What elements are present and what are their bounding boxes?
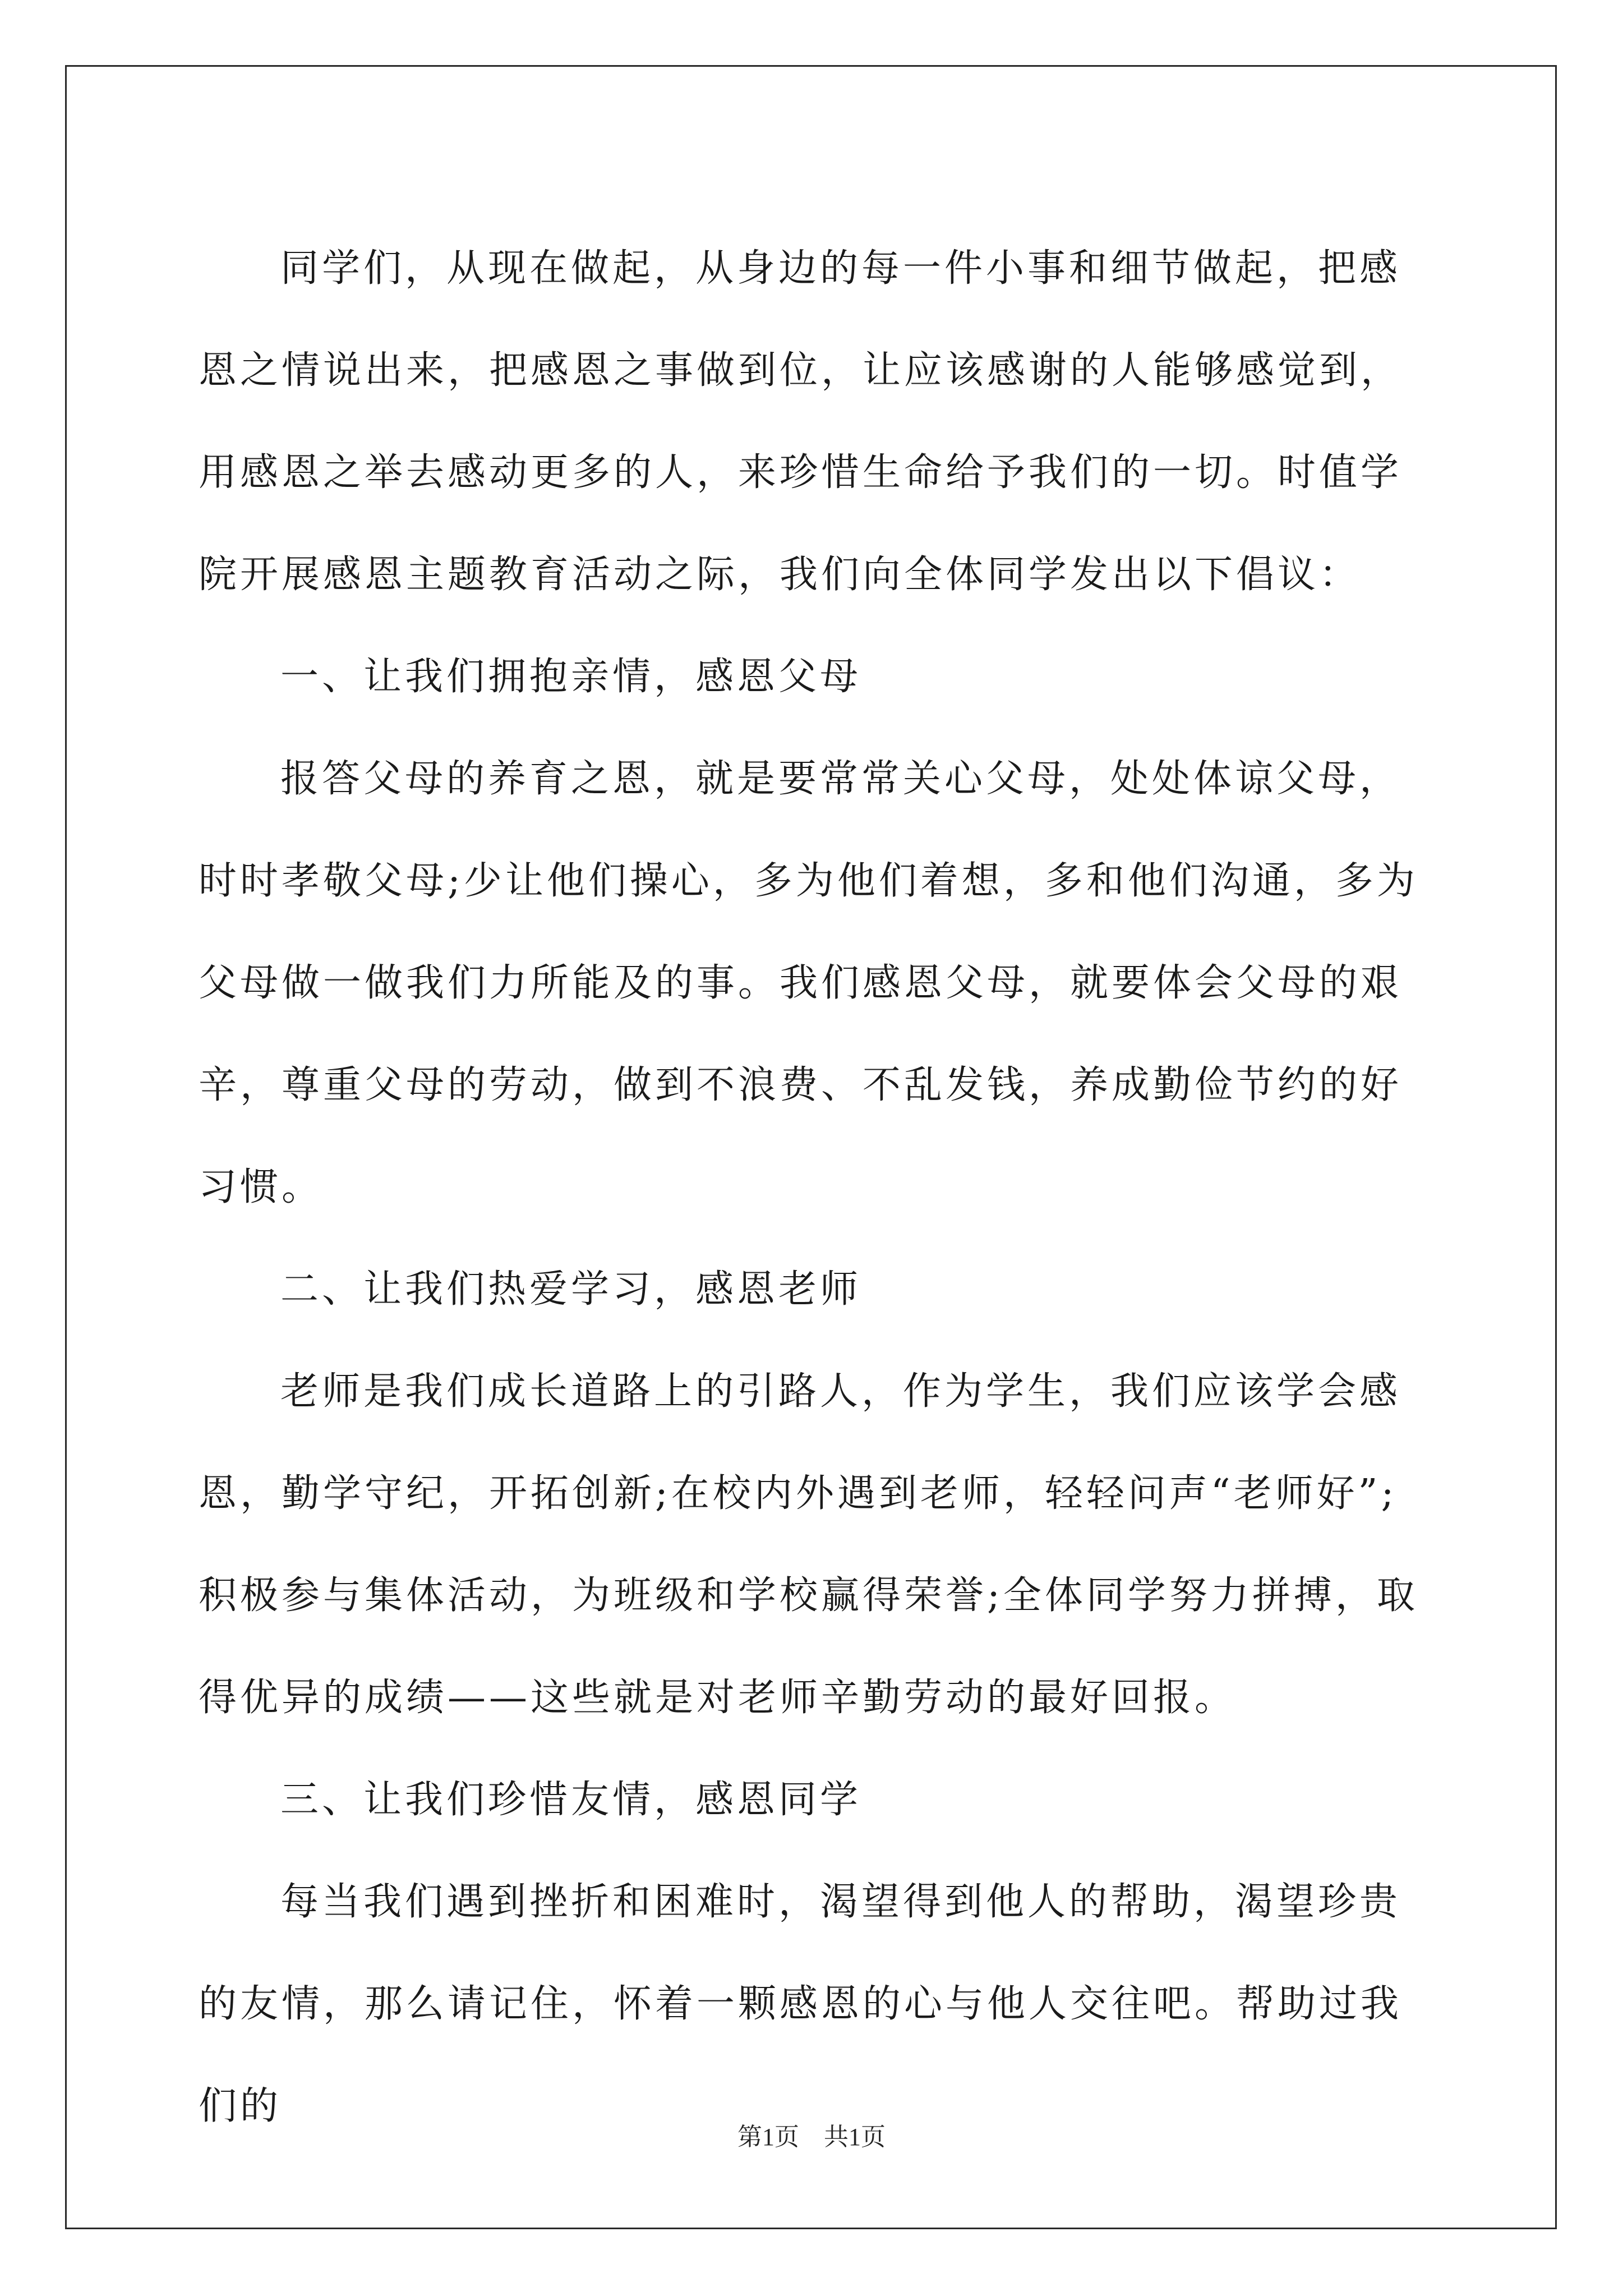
page-number-footer: 第1页 共1页 — [737, 2123, 886, 2151]
paragraph-classmates: 每当我们遇到挫折和困难时，渴望得到他人的帮助，渴望珍贵的友情，那么请记住，怀着一颗感恩的心与他人交往吧。帮助过我们的 — [199, 1880, 1403, 2128]
document-body — [199, 218, 1435, 2157]
paragraph-teachers: 老师是我们成长道路上的引路人，作为学生，我们应该学会感恩，勤学守纪，开拓创新;在校内外遇到老师，轻轻问声“老师好”;积极参与集体活动，为班级和学校赢得荣誉;全体同学努力拼搏，取得优异的成绩——这些就是对老师辛勤劳动的最好回报。 — [199, 1369, 1418, 1720]
paragraph-intro: 同学们，从现在做起，从身边的每一件小事和细节做起，把感恩之情说出来，把感恩之事做到位，让应该感谢的人能够感觉到，用感恩之举去感动更多的人，来珍惜生命给予我们的一切。时值学院开展感恩主题教育活动之际，我们向全体同学发出以下倡议： — [199, 246, 1403, 597]
heading-section-1: 一、让我们拥抱亲情，感恩父母 — [280, 655, 862, 699]
heading-section-2: 二、让我们热爱学习，感恩老师 — [280, 1267, 862, 1312]
paragraph-parents: 报答父母的养育之恩，就是要常常关心父母，处处体谅父母，时时孝敬父母;少让他们操心，多为他们着想，多和他们沟通，多为父母做一做我们力所能及的事。我们感恩父母，就要体会父母的艰辛，尊重父母的劳动，做到不浪费、不乱发钱，养成勤俭节约的好习惯。 — [199, 757, 1418, 1209]
heading-section-3: 三、让我们珍惜友情，感恩同学 — [280, 1778, 862, 1822]
